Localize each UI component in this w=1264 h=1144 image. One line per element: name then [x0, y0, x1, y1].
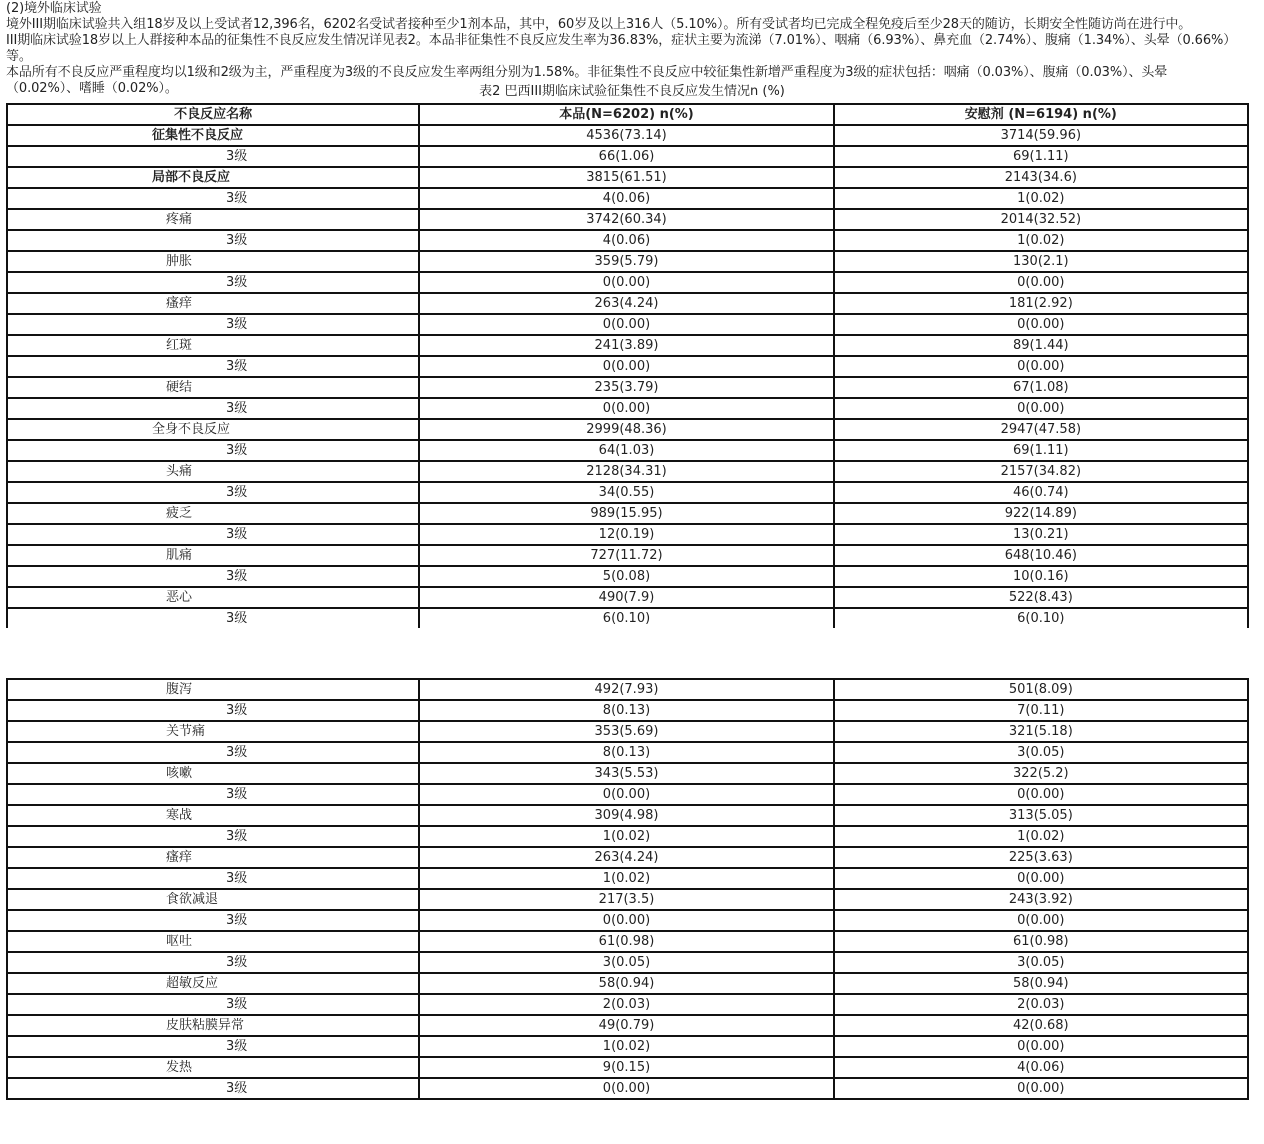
- reaction-name-cell: 3级: [7, 482, 419, 503]
- table-row: [7, 440, 1248, 461]
- table-row: [7, 826, 1248, 847]
- table-row: [7, 230, 1248, 251]
- placebo-value-cell: 2(0.03): [834, 994, 1248, 1015]
- placebo-value-cell: 501(8.09): [834, 679, 1248, 700]
- placebo-value-cell: 1(0.02): [834, 826, 1248, 847]
- placebo-value-cell: 0(0.00): [834, 1036, 1248, 1057]
- placebo-value-cell: 1(0.02): [834, 188, 1248, 209]
- reaction-name-cell: 3级: [7, 700, 419, 721]
- placebo-value-cell: 46(0.74): [834, 482, 1248, 503]
- table-row: [7, 272, 1248, 293]
- reaction-name-cell: 超敏反应: [7, 973, 419, 994]
- vaccine-value-cell: 4(0.06): [419, 188, 833, 209]
- placebo-value-cell: 3714(59.96): [834, 125, 1248, 146]
- vaccine-value-cell: 64(1.03): [419, 440, 833, 461]
- header-placebo-group: 安慰剂 (N=6194) n(%): [834, 104, 1248, 125]
- vaccine-value-cell: 235(3.79): [419, 377, 833, 398]
- table-row: [7, 847, 1248, 868]
- vaccine-value-cell: 309(4.98): [419, 805, 833, 826]
- vaccine-value-cell: 4536(73.14): [419, 125, 833, 146]
- vaccine-value-cell: 58(0.94): [419, 973, 833, 994]
- table-row: [7, 679, 1248, 700]
- table-row: [7, 784, 1248, 805]
- vaccine-value-cell: 359(5.79): [419, 251, 833, 272]
- placebo-value-cell: 69(1.11): [834, 440, 1248, 461]
- table-row: [7, 910, 1248, 931]
- placebo-value-cell: 130(2.1): [834, 251, 1248, 272]
- reaction-name-cell: 3级: [7, 868, 419, 889]
- table-row: [7, 335, 1248, 356]
- section-heading: (2)境外临床试验: [6, 1, 102, 16]
- header-vaccine-group: 本品(N=6202) n(%): [419, 104, 833, 125]
- reaction-name-cell: 3级: [7, 608, 419, 628]
- vaccine-value-cell: 263(4.24): [419, 847, 833, 868]
- placebo-value-cell: 1(0.02): [834, 230, 1248, 251]
- table-header-row: [7, 104, 1248, 125]
- placebo-value-cell: 2947(47.58): [834, 419, 1248, 440]
- table-row: [7, 805, 1248, 826]
- reaction-name-cell: 瘙痒: [7, 293, 419, 314]
- reaction-name-cell: 3级: [7, 314, 419, 335]
- vaccine-value-cell: 34(0.55): [419, 482, 833, 503]
- reaction-name-cell: 3级: [7, 566, 419, 587]
- table-row: [7, 587, 1248, 608]
- table-row: [7, 700, 1248, 721]
- vaccine-value-cell: 0(0.00): [419, 784, 833, 805]
- reaction-name-cell: 3级: [7, 272, 419, 293]
- reaction-name-cell: 呕吐: [7, 931, 419, 952]
- reaction-name-cell: 3级: [7, 1036, 419, 1057]
- placebo-value-cell: 2143(34.6): [834, 167, 1248, 188]
- table-row: [7, 377, 1248, 398]
- reaction-name-cell: 硬结: [7, 377, 419, 398]
- table-row: [7, 994, 1248, 1015]
- reaction-name-cell: 发热: [7, 1057, 419, 1078]
- placebo-value-cell: 0(0.00): [834, 1078, 1248, 1099]
- vaccine-value-cell: 1(0.02): [419, 1036, 833, 1057]
- vaccine-value-cell: 989(15.95): [419, 503, 833, 524]
- vaccine-value-cell: 0(0.00): [419, 398, 833, 419]
- table-row: [7, 1078, 1248, 1099]
- vaccine-value-cell: 1(0.02): [419, 868, 833, 889]
- table-row: [7, 973, 1248, 994]
- placebo-value-cell: 13(0.21): [834, 524, 1248, 545]
- reaction-name-cell: 食欲减退: [7, 889, 419, 910]
- placebo-value-cell: 922(14.89): [834, 503, 1248, 524]
- vaccine-value-cell: 66(1.06): [419, 146, 833, 167]
- placebo-value-cell: 7(0.11): [834, 700, 1248, 721]
- vaccine-value-cell: 727(11.72): [419, 545, 833, 566]
- table-row: [7, 1015, 1248, 1036]
- vaccine-value-cell: 353(5.69): [419, 721, 833, 742]
- header-reaction-name: 不良反应名称: [7, 104, 419, 125]
- table-row: [7, 209, 1248, 230]
- vaccine-value-cell: 12(0.19): [419, 524, 833, 545]
- placebo-value-cell: 313(5.05): [834, 805, 1248, 826]
- reaction-name-cell: 腹泻: [7, 679, 419, 700]
- placebo-value-cell: 0(0.00): [834, 910, 1248, 931]
- placebo-value-cell: 648(10.46): [834, 545, 1248, 566]
- placebo-value-cell: 58(0.94): [834, 973, 1248, 994]
- vaccine-value-cell: 241(3.89): [419, 335, 833, 356]
- reaction-name-cell: 肿胀: [7, 251, 419, 272]
- table-row: [7, 503, 1248, 524]
- intro-paragraph-line: 本品所有不良反应严重程度均以1级和2级为主，严重程度为3级的不良反应发生率两组分别为1.58%。非征集性不良反应中较征集性新增严重程度为3级的症状包括：咽痛（0.03%）、腹痛（0.03%）、头晕: [6, 65, 1168, 80]
- reaction-name-cell: 3级: [7, 356, 419, 377]
- table-row: [7, 188, 1248, 209]
- table-row: [7, 251, 1248, 272]
- placebo-value-cell: 243(3.92): [834, 889, 1248, 910]
- table-row: [7, 356, 1248, 377]
- placebo-value-cell: 522(8.43): [834, 587, 1248, 608]
- vaccine-value-cell: 3742(60.34): [419, 209, 833, 230]
- table-row: [7, 889, 1248, 910]
- placebo-value-cell: 89(1.44): [834, 335, 1248, 356]
- reaction-name-cell: 瘙痒: [7, 847, 419, 868]
- table-row: [7, 167, 1248, 188]
- placebo-value-cell: 181(2.92): [834, 293, 1248, 314]
- reaction-name-cell: 疲乏: [7, 503, 419, 524]
- table-caption: 表2 巴西III期临床试验征集性不良反应发生情况n (%): [479, 84, 785, 99]
- vaccine-value-cell: 217(3.5): [419, 889, 833, 910]
- reaction-name-cell: 头痛: [7, 461, 419, 482]
- reaction-name-cell: 局部不良反应: [7, 167, 419, 188]
- vaccine-value-cell: 343(5.53): [419, 763, 833, 784]
- placebo-value-cell: 0(0.00): [834, 784, 1248, 805]
- table-row: [7, 146, 1248, 167]
- vaccine-value-cell: 8(0.13): [419, 700, 833, 721]
- table-row: [7, 524, 1248, 545]
- reaction-name-cell: 3级: [7, 440, 419, 461]
- adverse-reaction-table-part-2: [6, 678, 1249, 1100]
- placebo-value-cell: 2014(32.52): [834, 209, 1248, 230]
- reaction-name-cell: 3级: [7, 784, 419, 805]
- placebo-value-cell: 6(0.10): [834, 608, 1248, 628]
- vaccine-value-cell: 6(0.10): [419, 608, 833, 628]
- intro-paragraph-line: （0.02%）、嗜睡（0.02%）。: [6, 81, 178, 96]
- placebo-value-cell: 0(0.00): [834, 868, 1248, 889]
- intro-text: [6, 1, 1258, 97]
- table-row: [7, 398, 1248, 419]
- reaction-name-cell: 恶心: [7, 587, 419, 608]
- table-row: [7, 545, 1248, 566]
- reaction-name-cell: 征集性不良反应: [7, 125, 419, 146]
- placebo-value-cell: 0(0.00): [834, 398, 1248, 419]
- reaction-name-cell: 3级: [7, 146, 419, 167]
- reaction-name-cell: 3级: [7, 742, 419, 763]
- placebo-value-cell: 42(0.68): [834, 1015, 1248, 1036]
- reaction-name-cell: 3级: [7, 524, 419, 545]
- vaccine-value-cell: 1(0.02): [419, 826, 833, 847]
- reaction-name-cell: 3级: [7, 994, 419, 1015]
- placebo-value-cell: 61(0.98): [834, 931, 1248, 952]
- vaccine-value-cell: 61(0.98): [419, 931, 833, 952]
- vaccine-value-cell: 0(0.00): [419, 1078, 833, 1099]
- vaccine-value-cell: 4(0.06): [419, 230, 833, 251]
- table-row: [7, 931, 1248, 952]
- table-row: [7, 868, 1248, 889]
- vaccine-value-cell: 9(0.15): [419, 1057, 833, 1078]
- vaccine-value-cell: 2128(34.31): [419, 461, 833, 482]
- table-row: [7, 293, 1248, 314]
- table-row: [7, 125, 1248, 146]
- reaction-name-cell: 疼痛: [7, 209, 419, 230]
- vaccine-value-cell: 0(0.00): [419, 356, 833, 377]
- reaction-name-cell: 3级: [7, 1078, 419, 1099]
- vaccine-value-cell: 49(0.79): [419, 1015, 833, 1036]
- reaction-name-cell: 3级: [7, 398, 419, 419]
- placebo-value-cell: 67(1.08): [834, 377, 1248, 398]
- table-row: [7, 1057, 1248, 1078]
- vaccine-value-cell: 0(0.00): [419, 910, 833, 931]
- vaccine-value-cell: 490(7.9): [419, 587, 833, 608]
- table-row: [7, 482, 1248, 503]
- placebo-value-cell: 10(0.16): [834, 566, 1248, 587]
- placebo-value-cell: 2157(34.82): [834, 461, 1248, 482]
- placebo-value-cell: 4(0.06): [834, 1057, 1248, 1078]
- reaction-name-cell: 3级: [7, 230, 419, 251]
- placebo-value-cell: 0(0.00): [834, 314, 1248, 335]
- reaction-name-cell: 3级: [7, 952, 419, 973]
- intro-paragraph-line: 境外III期临床试验共入组18岁及以上受试者12,396名，6202名受试者接种至少1剂本品，其中，60岁及以上316人（5.10%）。所有受试者均已完成全程免疫后至少28天的随访，长期安全性随访尚在进行中。: [6, 17, 1192, 32]
- table-row: [7, 721, 1248, 742]
- vaccine-value-cell: 0(0.00): [419, 314, 833, 335]
- vaccine-value-cell: 2(0.03): [419, 994, 833, 1015]
- table-row: [7, 419, 1248, 440]
- reaction-name-cell: 咳嗽: [7, 763, 419, 784]
- placebo-value-cell: 3(0.05): [834, 742, 1248, 763]
- reaction-name-cell: 肌痛: [7, 545, 419, 566]
- vaccine-value-cell: 3(0.05): [419, 952, 833, 973]
- table-row: [7, 952, 1248, 973]
- table-row: [7, 1036, 1248, 1057]
- vaccine-value-cell: 492(7.93): [419, 679, 833, 700]
- table-row: [7, 608, 1248, 628]
- placebo-value-cell: 225(3.63): [834, 847, 1248, 868]
- table-row: [7, 763, 1248, 784]
- vaccine-value-cell: 0(0.00): [419, 272, 833, 293]
- reaction-name-cell: 皮肤粘膜异常: [7, 1015, 419, 1036]
- vaccine-value-cell: 8(0.13): [419, 742, 833, 763]
- vaccine-value-cell: 2999(48.36): [419, 419, 833, 440]
- reaction-name-cell: 3级: [7, 826, 419, 847]
- placebo-value-cell: 322(5.2): [834, 763, 1248, 784]
- vaccine-value-cell: 263(4.24): [419, 293, 833, 314]
- reaction-name-cell: 关节痛: [7, 721, 419, 742]
- table-row: [7, 742, 1248, 763]
- placebo-value-cell: 69(1.11): [834, 146, 1248, 167]
- table-row: [7, 461, 1248, 482]
- reaction-name-cell: 寒战: [7, 805, 419, 826]
- table-row: [7, 314, 1248, 335]
- placebo-value-cell: 0(0.00): [834, 272, 1248, 293]
- reaction-name-cell: 红斑: [7, 335, 419, 356]
- vaccine-value-cell: 5(0.08): [419, 566, 833, 587]
- placebo-value-cell: 321(5.18): [834, 721, 1248, 742]
- adverse-reaction-table-part-1: [6, 103, 1249, 628]
- vaccine-value-cell: 3815(61.51): [419, 167, 833, 188]
- reaction-name-cell: 3级: [7, 910, 419, 931]
- intro-paragraph-line: III期临床试验18岁以上人群接种本品的征集性不良反应发生情况详见表2。本品非征集性不良反应发生率为36.83%，症状主要为流涕（7.01%）、咽痛（6.93%）、鼻充血（2.74%）、腹痛（1.34%）、头晕（0.66%）等。: [6, 33, 1237, 64]
- placebo-value-cell: 3(0.05): [834, 952, 1248, 973]
- reaction-name-cell: 全身不良反应: [7, 419, 419, 440]
- placebo-value-cell: 0(0.00): [834, 356, 1248, 377]
- reaction-name-cell: 3级: [7, 188, 419, 209]
- table-row: [7, 566, 1248, 587]
